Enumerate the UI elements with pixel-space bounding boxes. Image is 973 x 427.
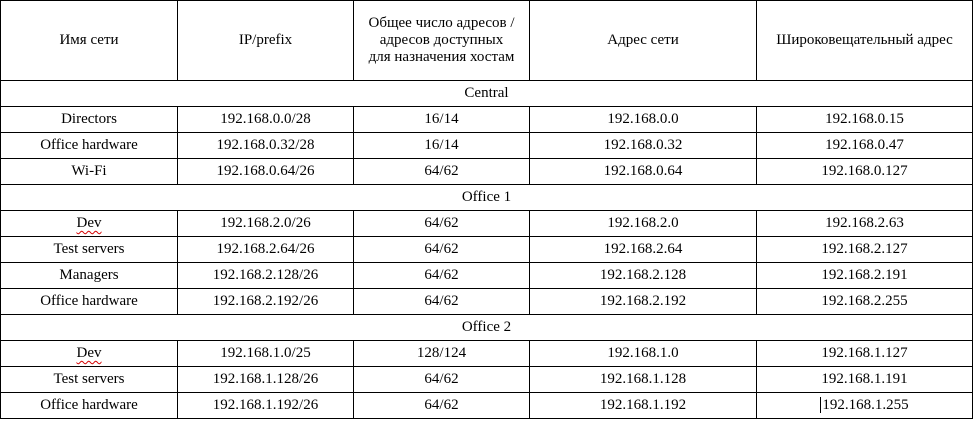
header-row bbox=[1, 1, 973, 81]
network-address-cell[interactable] bbox=[530, 367, 757, 393]
address-count-text: 64/62 bbox=[424, 215, 459, 231]
table-body bbox=[1, 81, 973, 419]
table-row bbox=[1, 289, 973, 315]
network-address-cell[interactable] bbox=[530, 263, 757, 289]
table-row bbox=[1, 211, 973, 237]
network-name-cell[interactable] bbox=[1, 133, 178, 159]
network-name-cell[interactable] bbox=[1, 367, 178, 393]
ip-prefix-text: 192.168.2.128/26 bbox=[212, 267, 319, 283]
network-address-text: 192.168.1.0 bbox=[607, 345, 679, 361]
ip-prefix-text: 192.168.1.0/25 bbox=[220, 345, 311, 361]
address-count-text: 64/62 bbox=[424, 293, 459, 309]
broadcast-address-cell[interactable] bbox=[757, 237, 973, 263]
broadcast-address-text: 192.168.2.127 bbox=[821, 241, 908, 257]
ip-prefix-text: 192.168.0.64/26 bbox=[216, 163, 315, 179]
ip-prefix-cell[interactable] bbox=[178, 159, 354, 185]
address-count-cell[interactable] bbox=[354, 211, 530, 237]
network-name-text: Directors bbox=[61, 111, 117, 127]
address-count-text: 64/62 bbox=[424, 267, 459, 283]
address-count-cell[interactable] bbox=[354, 133, 530, 159]
network-address-text: 192.168.1.192 bbox=[599, 397, 687, 413]
network-name-text: Office hardware bbox=[40, 397, 138, 413]
network-address-text: 192.168.0.64 bbox=[603, 163, 683, 179]
broadcast-address-cell[interactable] bbox=[757, 159, 973, 185]
ip-prefix-cell[interactable] bbox=[178, 367, 354, 393]
header-ip-prefix[interactable]: IP/prefix bbox=[178, 1, 354, 81]
table-row bbox=[1, 393, 973, 419]
network-name-text: Office hardware bbox=[40, 293, 138, 309]
network-name-cell[interactable] bbox=[1, 263, 178, 289]
network-address-cell[interactable] bbox=[530, 393, 757, 419]
section-title[interactable]: Central bbox=[1, 81, 973, 107]
broadcast-address-text: 192.168.0.127 bbox=[821, 163, 908, 179]
ip-prefix-cell[interactable] bbox=[178, 211, 354, 237]
broadcast-address-cell[interactable] bbox=[757, 133, 973, 159]
address-count-text: 64/62 bbox=[424, 241, 459, 257]
broadcast-address-cell[interactable] bbox=[757, 107, 973, 133]
network-address-text: 192.168.2.192 bbox=[599, 293, 687, 309]
ip-prefix-text: 192.168.2.192/26 bbox=[212, 293, 319, 309]
ip-prefix-cell[interactable] bbox=[178, 341, 354, 367]
address-count-text: 128/124 bbox=[416, 345, 467, 361]
ip-prefix-cell[interactable] bbox=[178, 263, 354, 289]
network-address-cell[interactable] bbox=[530, 159, 757, 185]
section-row bbox=[1, 315, 973, 341]
network-address-text: 192.168.1.128 bbox=[599, 371, 687, 387]
broadcast-address-text: 192.168.0.15 bbox=[825, 111, 904, 127]
ip-prefix-cell[interactable] bbox=[178, 393, 354, 419]
network-address-text: 192.168.2.128 bbox=[599, 267, 687, 283]
network-name-cell[interactable] bbox=[1, 211, 178, 237]
network-address-cell[interactable] bbox=[530, 133, 757, 159]
network-name-text: Wi-Fi bbox=[71, 163, 107, 179]
table-row bbox=[1, 133, 973, 159]
broadcast-address-cell[interactable] bbox=[757, 367, 973, 393]
network-name-text: Managers bbox=[59, 267, 119, 283]
address-count-cell[interactable] bbox=[354, 263, 530, 289]
network-name-cell[interactable] bbox=[1, 237, 178, 263]
broadcast-address-cell[interactable] bbox=[757, 263, 973, 289]
broadcast-address-text: 192.168.0.47 bbox=[825, 137, 904, 153]
ip-prefix-text: 192.168.0.32/28 bbox=[216, 137, 315, 153]
ip-prefix-cell[interactable] bbox=[178, 289, 354, 315]
section-row bbox=[1, 185, 973, 211]
broadcast-address-cell[interactable] bbox=[757, 289, 973, 315]
ip-prefix-cell[interactable] bbox=[178, 133, 354, 159]
address-count-text: 64/62 bbox=[424, 163, 459, 179]
address-count-text: 16/14 bbox=[424, 111, 459, 127]
network-address-text: 192.168.2.0 bbox=[607, 215, 679, 231]
network-name-cell[interactable] bbox=[1, 107, 178, 133]
broadcast-address-text: 192.168.2.255 bbox=[821, 293, 908, 309]
network-address-text: 192.168.0.32 bbox=[603, 137, 683, 153]
network-name-cell[interactable] bbox=[1, 289, 178, 315]
broadcast-address-text: 192.168.1.255 bbox=[822, 397, 909, 413]
header-broadcast-address[interactable]: Широковещательный адрес bbox=[757, 1, 973, 81]
section-title[interactable]: Office 1 bbox=[1, 185, 973, 211]
network-name-cell[interactable] bbox=[1, 393, 178, 419]
broadcast-address-cell[interactable] bbox=[757, 341, 973, 367]
address-count-text: 64/62 bbox=[424, 371, 459, 387]
ip-prefix-text: 192.168.2.64/26 bbox=[216, 241, 315, 257]
table-row bbox=[1, 107, 973, 133]
ip-prefix-text: 192.168.1.192/26 bbox=[212, 397, 319, 413]
address-count-cell[interactable] bbox=[354, 393, 530, 419]
network-address-cell[interactable] bbox=[530, 107, 757, 133]
ip-prefix-text: 192.168.0.0/28 bbox=[220, 111, 311, 127]
header-network-address[interactable]: Адрес сети bbox=[530, 1, 757, 81]
network-name-text: Office hardware bbox=[40, 137, 138, 153]
network-address-text: 192.168.0.0 bbox=[607, 111, 679, 127]
network-address-cell[interactable] bbox=[530, 237, 757, 263]
address-count-cell[interactable] bbox=[354, 237, 530, 263]
address-count-cell[interactable] bbox=[354, 107, 530, 133]
address-count-cell[interactable] bbox=[354, 367, 530, 393]
broadcast-address-text: 192.168.2.63 bbox=[825, 215, 904, 231]
network-address-cell[interactable] bbox=[530, 289, 757, 315]
header-network-name[interactable]: Имя сети bbox=[1, 1, 178, 81]
broadcast-address-cell[interactable] bbox=[757, 211, 973, 237]
section-row bbox=[1, 81, 973, 107]
section-title[interactable]: Office 2 bbox=[1, 315, 973, 341]
network-address-cell[interactable] bbox=[530, 211, 757, 237]
table-row bbox=[1, 341, 973, 367]
ip-prefix-text: 192.168.2.0/26 bbox=[220, 215, 311, 231]
ip-prefix-cell[interactable] bbox=[178, 107, 354, 133]
network-name-text: Dev bbox=[76, 345, 102, 361]
network-name-cell[interactable] bbox=[1, 341, 178, 367]
ip-prefix-text: 192.168.1.128/26 bbox=[212, 371, 319, 387]
table-row bbox=[1, 263, 973, 289]
network-address-cell[interactable] bbox=[530, 341, 757, 367]
broadcast-address-text: 192.168.1.191 bbox=[821, 371, 908, 387]
broadcast-address-cell[interactable] bbox=[757, 393, 973, 419]
address-count-cell[interactable] bbox=[354, 289, 530, 315]
address-count-cell[interactable] bbox=[354, 159, 530, 185]
broadcast-address-text: 192.168.2.191 bbox=[821, 267, 908, 283]
network-address-text: 192.168.2.64 bbox=[603, 241, 683, 257]
network-name-text: Test servers bbox=[53, 371, 125, 387]
address-count-text: 64/62 bbox=[424, 397, 459, 413]
network-name-text: Test servers bbox=[53, 241, 125, 257]
address-count-cell[interactable] bbox=[354, 341, 530, 367]
broadcast-address-text: 192.168.1.127 bbox=[821, 345, 908, 361]
address-count-text: 16/14 bbox=[424, 137, 459, 153]
table-row bbox=[1, 159, 973, 185]
table-row bbox=[1, 367, 973, 393]
header-address-count[interactable]: Общее число адресов /адресов доступных для назначения хостам bbox=[354, 1, 530, 81]
table-row bbox=[1, 237, 973, 263]
ip-prefix-cell[interactable] bbox=[178, 237, 354, 263]
network-name-text: Dev bbox=[76, 215, 102, 231]
network-name-cell[interactable] bbox=[1, 159, 178, 185]
